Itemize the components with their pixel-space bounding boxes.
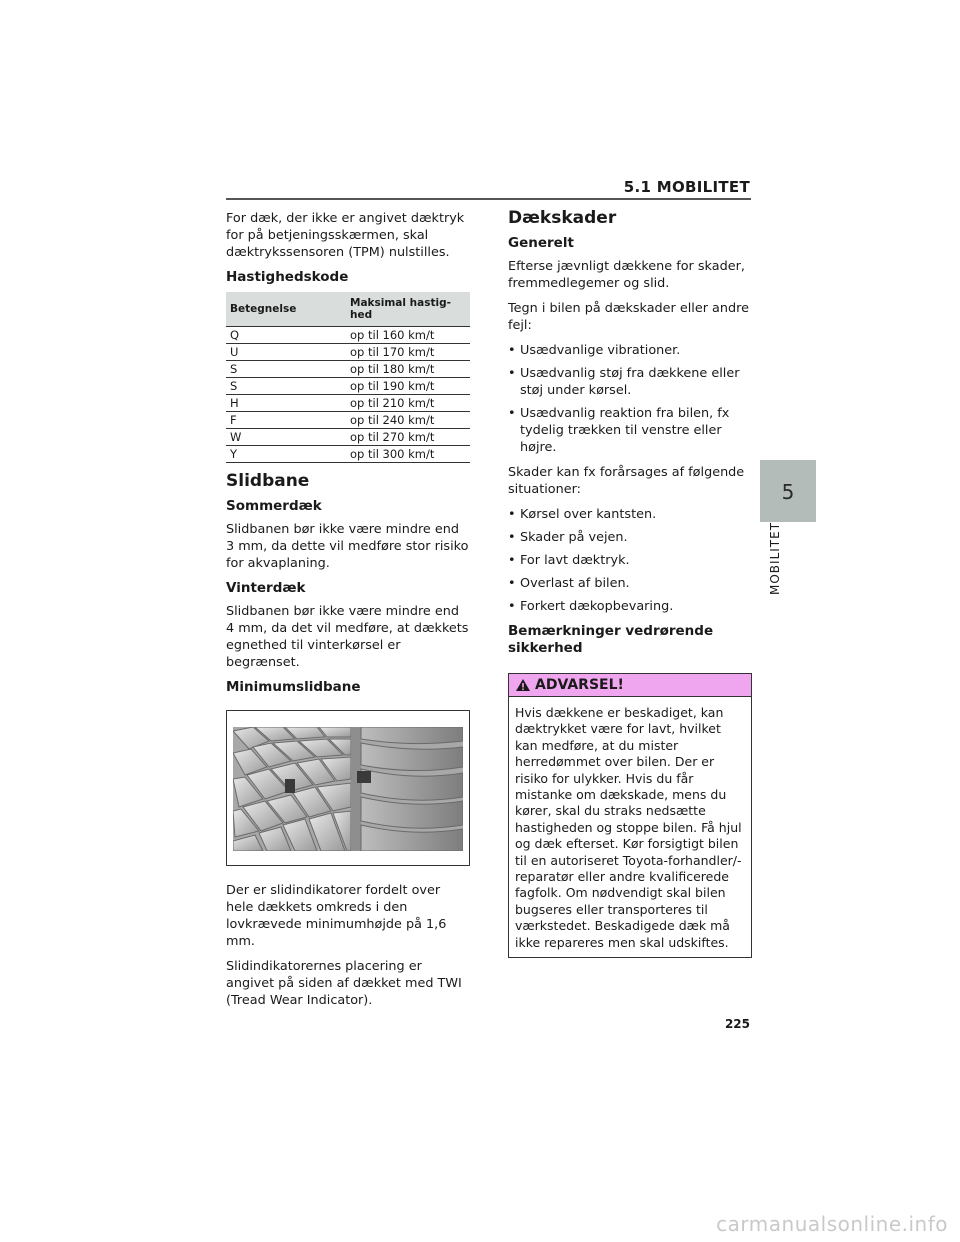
general-text: Efterse jævnligt dækkene for skader, fremmedlegemer og slid. <box>508 259 745 291</box>
speed-code-cell: W <box>226 429 346 446</box>
min-tread-heading: Minimumslidbane <box>226 679 361 695</box>
list-item: • Usædvanlig støj fra dækkene eller støj under kørsel. <box>508 365 751 399</box>
causes-list <box>508 506 751 615</box>
speed-code-heading: Hastighedskode <box>226 269 349 285</box>
page-number: 225 <box>724 1017 750 1031</box>
speed-code-cell: U <box>226 344 346 361</box>
table-row <box>226 327 470 344</box>
warning-text: Hvis dækkene er beskadiget, kan dæktrykket være for lavt, hvilket kan medføre, at du mister herredømmet over bilen. Der er risiko for ulykker. Hvis du får mistanke om dækskade, mens du kører, skal du straks nedsætte hastigheden og stoppe bilen. Få hjul og dæk efterset. Kør forsigtigt bilen til en autoriseret Toyota-forhandler/-reparatør eller andre kvalificerede fagfolk. Om nødvendigt skal bilen bugseres eller transporteres til værkstedet. Beskadigede dæk må ikke repareres men skal udskiftes. <box>515 705 742 950</box>
tread-wear-illustration <box>226 710 470 866</box>
warning-box <box>508 673 752 958</box>
wear-indicator-left <box>285 779 295 793</box>
list-item: • For lavt dæktryk. <box>508 552 751 569</box>
left-column <box>226 210 471 1017</box>
table-row <box>226 378 470 395</box>
warning-triangle-icon <box>515 678 531 692</box>
max-speed-cell: op til 240 km/t <box>346 412 470 429</box>
list-item: • Usædvanlig reaktion fra bilen, fx tydelig trækken til venstre eller højre. <box>508 405 751 456</box>
signs-text: Tegn i bilen på dækskader eller andre fejl: <box>508 301 749 333</box>
chapter-label: MOBILITET <box>768 521 782 595</box>
tread-heading: Slidbane <box>226 471 310 491</box>
summer-heading: Sommerdæk <box>226 498 322 514</box>
max-speed-cell: op til 300 km/t <box>346 446 470 463</box>
list-item: • Overlast af bilen. <box>508 575 751 592</box>
min-text-2: Slidindikatorernes placering er angivet på siden af dækket med TWI (Tread Wear Indicator). <box>226 959 462 1008</box>
summer-text: Slidbanen bør ikke være mindre end 3 mm, da dette vil medføre stor risiko for akvaplaning. <box>226 522 469 571</box>
list-item: • Forkert dækopbevaring. <box>508 598 751 615</box>
table-header-designation: Betegnelse <box>226 292 346 327</box>
winter-heading: Vinterdæk <box>226 580 306 596</box>
intro-text: For dæk, der ikke er angivet dæktryk for på betjeningsskærmen, skal dæktrykssensoren (TPM) nulstilles. <box>226 211 465 260</box>
warning-title: ADVARSEL! <box>535 676 624 693</box>
wear-indicator-right <box>357 771 371 783</box>
table-header-row <box>226 292 470 327</box>
max-speed-cell: op til 160 km/t <box>346 327 470 344</box>
causes-text: Skader kan fx forårsages af følgende situationer: <box>508 465 745 497</box>
watermark: carmanualsonline.info <box>716 1212 948 1236</box>
min-text-1: Der er slidindikatorer fordelt over hele dækkets omkreds i den lovkrævede minimumhøjde på 1,6 mm. <box>226 883 447 949</box>
list-item: • Skader på vejen. <box>508 529 751 546</box>
damage-heading: Dækskader <box>508 208 617 228</box>
max-speed-cell: op til 170 km/t <box>346 344 470 361</box>
list-item: • Usædvanlige vibrationer. <box>508 342 751 359</box>
speed-code-cell: F <box>226 412 346 429</box>
table-header-max-speed: Maksimal hastig- hed <box>346 292 470 327</box>
speed-code-table <box>226 292 470 463</box>
chapter-number: 5 <box>781 480 795 504</box>
max-speed-cell: op til 180 km/t <box>346 361 470 378</box>
signs-list <box>508 342 751 456</box>
speed-code-cell: Q <box>226 327 346 344</box>
speed-code-cell: S <box>226 378 346 395</box>
max-speed-cell: op til 190 km/t <box>346 378 470 395</box>
tire-tread-image <box>233 727 463 851</box>
table-row <box>226 344 470 361</box>
general-heading: Generelt <box>508 235 574 251</box>
speed-code-cell: H <box>226 395 346 412</box>
winter-text: Slidbanen bør ikke være mindre end 4 mm, da det vil medføre, at dækkets egnethed til vinterkørsel er begrænset. <box>226 604 469 670</box>
table-row <box>226 395 470 412</box>
speed-code-cell: Y <box>226 446 346 463</box>
list-item: • Kørsel over kantsten. <box>508 506 751 523</box>
header-rule <box>226 198 751 200</box>
table-row <box>226 361 470 378</box>
safety-heading: Bemærkninger vedrørende sikkerhed <box>508 623 714 656</box>
warning-header <box>509 674 751 697</box>
max-speed-cell: op til 270 km/t <box>346 429 470 446</box>
chapter-tab[interactable] <box>760 460 816 522</box>
max-speed-cell: op til 210 km/t <box>346 395 470 412</box>
table-row <box>226 412 470 429</box>
table-row <box>226 429 470 446</box>
right-column <box>508 210 751 958</box>
table-row <box>226 446 470 463</box>
speed-code-cell: S <box>226 361 346 378</box>
section-title: 5.1 MOBILITET <box>623 178 750 196</box>
